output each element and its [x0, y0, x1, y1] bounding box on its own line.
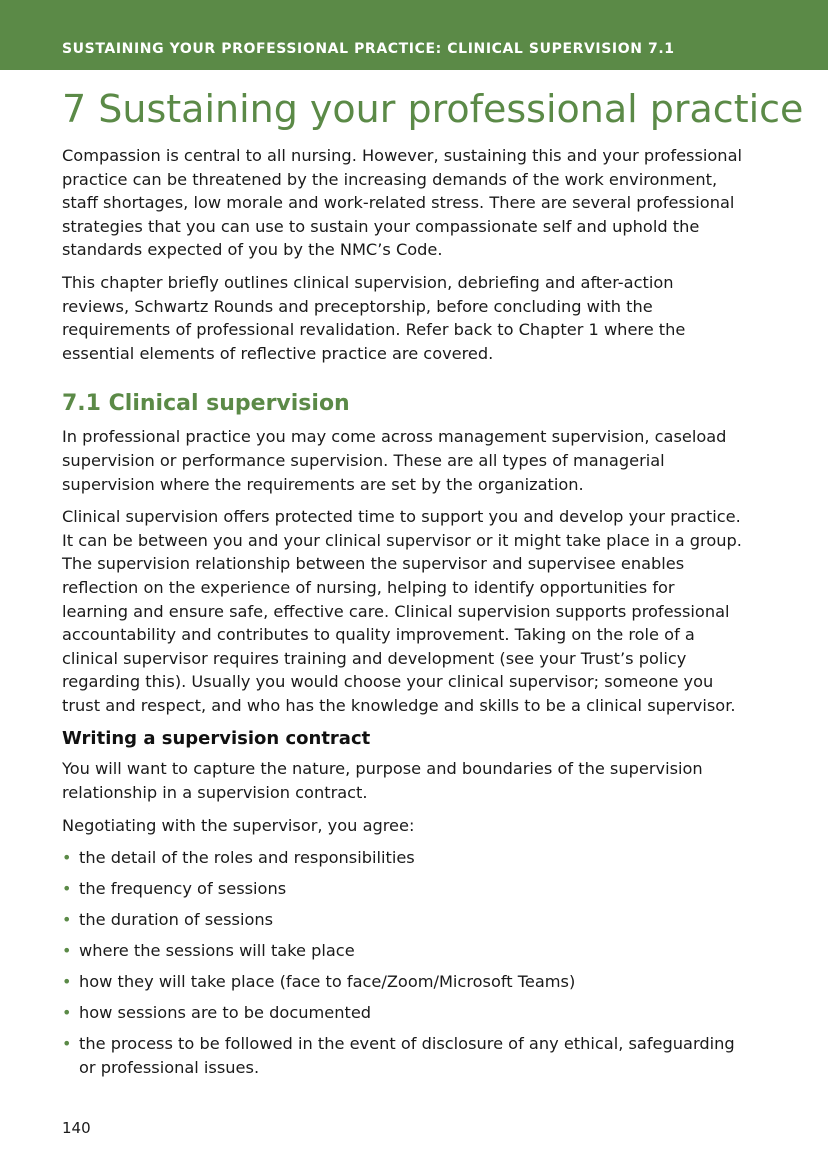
sub-heading: Writing a supervision contract [62, 728, 371, 750]
header-band [0, 0, 828, 70]
section-heading: 7.1 Clinical supervision [62, 391, 350, 417]
bullet-icon: • [62, 910, 72, 930]
chapter-title: 7 Sustaining your professional practice [62, 87, 804, 131]
list-item-text: how sessions are to be documented [79, 1003, 372, 1023]
bullet-icon: • [62, 1034, 72, 1054]
section-paragraph: Clinical supervision offers protected time to support you and develop your practice. It can be between you and your clinical supervisor or it might take place in a group. The supervision relationship between the supervisor and supervisee enables reflection on the experience of nursing, helping to identify opportunities for learning and ensure safe, effective care. Clinical supervision supports professional accountability and contributes to quality improvement. Taking on the role of a clinical supervisor requires training and development (see your Trust’s policy regarding this). Usually you would choose your clinical supervisor; someone you trust and respect, and who has the knowledge and skills to be a clinical supervisor. [62, 507, 742, 715]
list-item-text: the duration of sessions [79, 910, 274, 930]
section-paragraph: In professional practice you may come across management supervision, caseload supervision or performance supervision. These are all types of managerial supervision where the requirements are set by the organization. [62, 427, 727, 494]
bullet-icon: • [62, 941, 72, 961]
contract-paragraph: Negotiating with the supervisor, you agree: [62, 815, 415, 835]
contract-paragraph: You will want to capture the nature, purpose and boundaries of the supervision relationship in a supervision contract. [62, 759, 703, 803]
bullet-icon: • [62, 972, 72, 992]
list-item-text: where the sessions will take place [79, 941, 355, 961]
list-item [62, 846, 742, 870]
list-item [62, 877, 742, 901]
bullet-icon: • [62, 879, 72, 899]
running-head: SUSTAINING YOUR PROFESSIONAL PRACTICE: CLINICAL SUPERVISION 7.1 [62, 41, 675, 57]
list-item [62, 908, 742, 932]
list-item-text: the process to be followed in the event of disclosure of any ethical, safeguarding or professional issues. [79, 1034, 735, 1077]
intro-paragraph: This chapter briefly outlines clinical supervision, debriefing and after-action reviews, Schwartz Rounds and preceptorship, before concluding with the requirements of professional revalidation. Refer back to Chapter 1 where the essential elements of reflective practice are covered. [62, 272, 686, 363]
list-item-text: the detail of the roles and responsibilities [79, 848, 415, 868]
bullet-icon: • [62, 848, 72, 868]
bullet-list [62, 846, 742, 1079]
list-item [62, 970, 742, 994]
list-item [62, 1001, 742, 1025]
bullet-icon: • [62, 1003, 72, 1023]
list-item-text: how they will take place (face to face/Zoom/Microsoft Teams) [79, 972, 576, 992]
intro-paragraph: Compassion is central to all nursing. However, sustaining this and your professional practice can be threatened by the increasing demands of the work environment, staff shortages, low morale and work-related stress. There are several professional strategies that you can use to sustain your compassionate self and uphold the standards expected of you by the NMC’s Code. [62, 146, 742, 260]
list-item [62, 939, 742, 963]
page-number: 140 [62, 1119, 91, 1137]
list-item-text: the frequency of sessions [79, 879, 287, 899]
list-item [62, 1032, 742, 1079]
page-content [62, 86, 804, 1087]
